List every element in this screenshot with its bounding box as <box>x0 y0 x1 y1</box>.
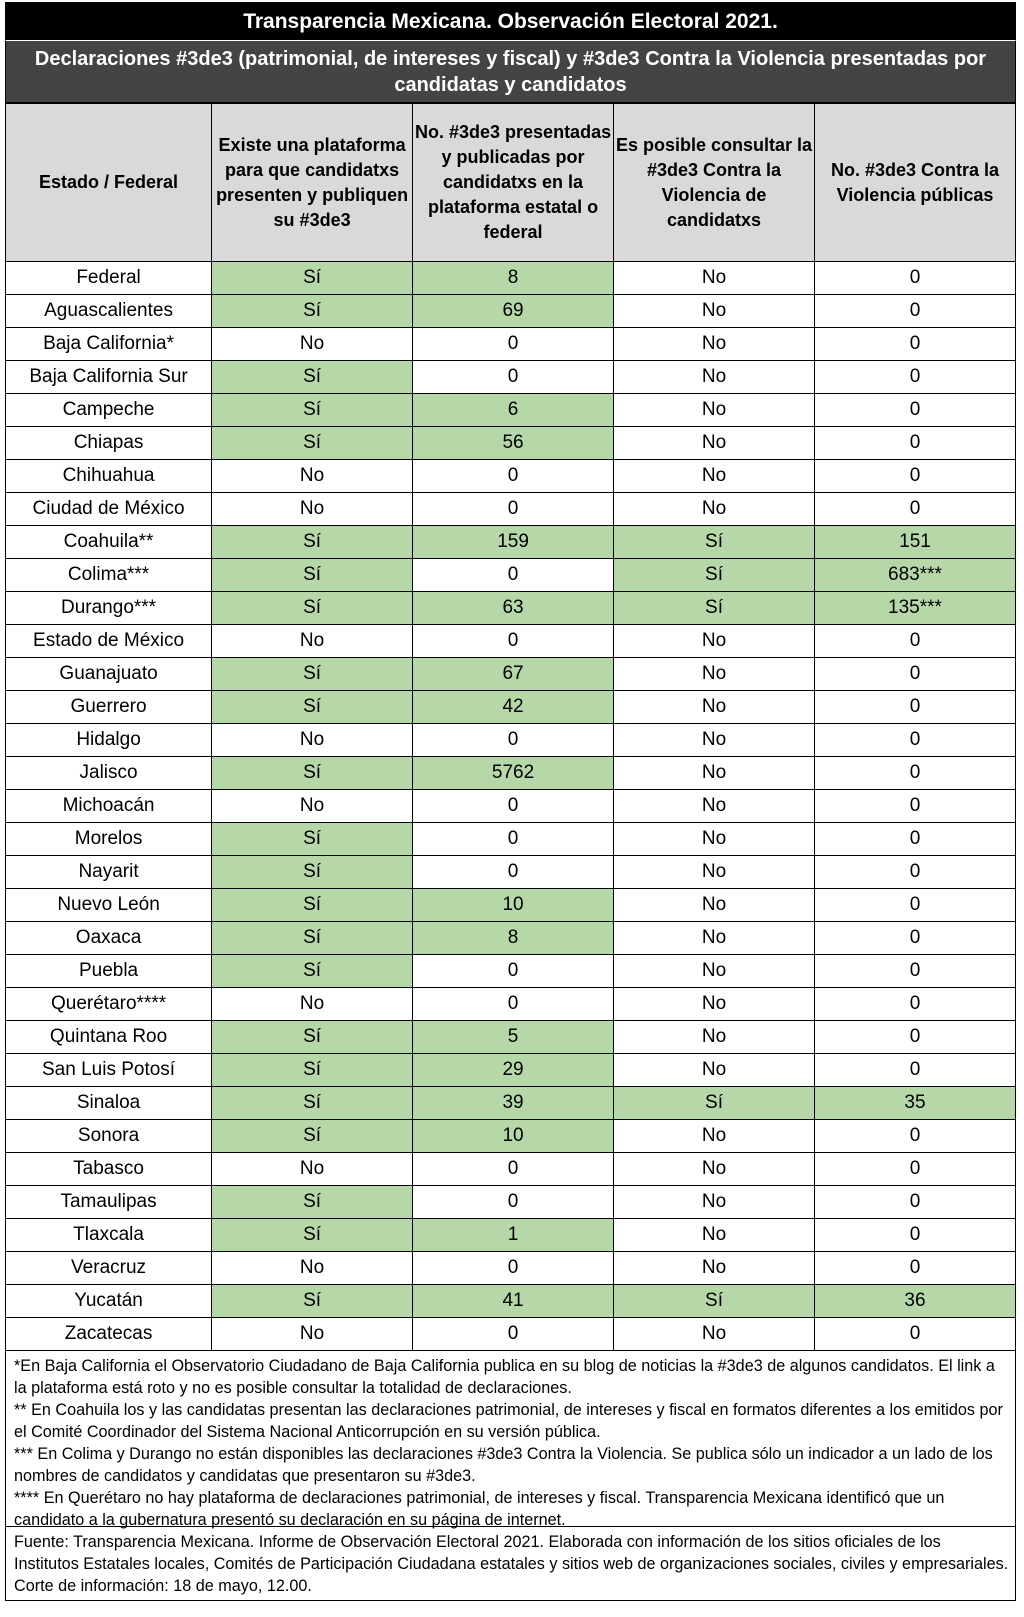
cell-platform: Sí <box>212 1087 413 1120</box>
cell-count: 159 <box>413 526 614 559</box>
table-subtitle: Declaraciones #3de3 (patrimonial, de intereses y fiscal) y #3de3 Contra la Violencia presentadas por candidatas y candidatos <box>5 40 1016 103</box>
cell-violence: 0 <box>815 1120 1016 1153</box>
cell-consult: No <box>614 427 815 460</box>
cell-count: 67 <box>413 658 614 691</box>
cell-state: Hidalgo <box>6 724 212 757</box>
cell-count: 0 <box>413 988 614 1021</box>
table-row <box>6 1285 1016 1318</box>
cell-state: Baja California* <box>6 328 212 361</box>
cell-consult: Sí <box>614 1087 815 1120</box>
cell-violence: 135*** <box>815 592 1016 625</box>
table-row <box>6 1021 1016 1054</box>
cell-consult: Sí <box>614 592 815 625</box>
cell-violence: 0 <box>815 328 1016 361</box>
cell-consult: No <box>614 295 815 328</box>
cell-violence: 0 <box>815 427 1016 460</box>
cell-state: Guanajuato <box>6 658 212 691</box>
cell-consult: No <box>614 1054 815 1087</box>
footnote: *** En Colima y Durango no están disponibles las declaraciones #3de3 Contra la Violencia. Se publica sólo un indicador a un lado de los nombres de candidatos y candidatas que presentaron su #3de3. <box>14 1445 993 1485</box>
cell-state: Tlaxcala <box>6 1219 212 1252</box>
cell-platform: No <box>212 790 413 823</box>
table-row <box>6 757 1016 790</box>
cell-state: Chihuahua <box>6 460 212 493</box>
cell-platform: Sí <box>212 1285 413 1318</box>
cell-consult: Sí <box>614 559 815 592</box>
column-header-consult: Es posible consultar la #3de3 Contra la Violencia de candidatxs <box>614 104 815 262</box>
source-text: Fuente: Transparencia Mexicana. Informe de Observación Electoral 2021. Elaborada con información de los sitios oficiales de los Institutos Estatales locales, Comités de Participación Ciudadana estatales y sitios web de organizaciones sociales, civiles y empresariales. Corte de información: 18 de mayo, 12.00. <box>14 1533 1009 1595</box>
cell-count: 63 <box>413 592 614 625</box>
cell-violence: 0 <box>815 625 1016 658</box>
cell-count: 0 <box>413 1318 614 1351</box>
cell-state: Querétaro**** <box>6 988 212 1021</box>
table-row <box>6 1054 1016 1087</box>
cell-platform: No <box>212 625 413 658</box>
cell-state: Ciudad de México <box>6 493 212 526</box>
footnote: *En Baja California el Observatorio Ciudadano de Baja California publica en su blog de noticias la #3de3 de algunos candidatos. El link a la plataforma está roto y no es posible consultar la totalidad de declaraciones. <box>14 1357 995 1397</box>
cell-state: Sinaloa <box>6 1087 212 1120</box>
cell-violence: 0 <box>815 790 1016 823</box>
cell-platform: No <box>212 460 413 493</box>
table-row <box>6 1252 1016 1285</box>
table-row <box>6 1318 1016 1351</box>
table-row <box>6 328 1016 361</box>
cell-platform: No <box>212 988 413 1021</box>
cell-count: 1 <box>413 1219 614 1252</box>
cell-consult: No <box>614 658 815 691</box>
cell-consult: No <box>614 262 815 295</box>
cell-count: 0 <box>413 625 614 658</box>
cell-consult: No <box>614 493 815 526</box>
cell-count: 5762 <box>413 757 614 790</box>
cell-state: Chiapas <box>6 427 212 460</box>
table-row <box>6 460 1016 493</box>
cell-platform: Sí <box>212 592 413 625</box>
cell-violence: 0 <box>815 460 1016 493</box>
cell-platform: Sí <box>212 658 413 691</box>
cell-count: 0 <box>413 724 614 757</box>
table-row <box>6 1219 1016 1252</box>
table-row <box>6 790 1016 823</box>
table-row <box>6 724 1016 757</box>
cell-platform: Sí <box>212 691 413 724</box>
cell-consult: No <box>614 625 815 658</box>
cell-violence: 0 <box>815 1318 1016 1351</box>
cell-violence: 0 <box>815 988 1016 1021</box>
cell-count: 0 <box>413 856 614 889</box>
footnote: **** En Querétaro no hay plataforma de declaraciones patrimonial, de intereses y fiscal. Transparencia Mexicana identificó que un candidato a la gubernatura presentó su declaración en su página de internet. <box>14 1489 945 1529</box>
cell-violence: 0 <box>815 889 1016 922</box>
cell-violence: 683*** <box>815 559 1016 592</box>
table-row <box>6 295 1016 328</box>
cell-violence: 0 <box>815 1054 1016 1087</box>
cell-violence: 0 <box>815 1219 1016 1252</box>
cell-consult: Sí <box>614 526 815 559</box>
cell-consult: No <box>614 724 815 757</box>
cell-count: 56 <box>413 427 614 460</box>
table-row <box>6 1153 1016 1186</box>
report-table-container <box>5 2 1016 1601</box>
column-header-state: Estado / Federal <box>6 104 212 262</box>
table-row <box>6 658 1016 691</box>
cell-state: Federal <box>6 262 212 295</box>
cell-violence: 0 <box>815 955 1016 988</box>
table-row <box>6 988 1016 1021</box>
cell-platform: Sí <box>212 361 413 394</box>
cell-violence: 0 <box>815 1153 1016 1186</box>
table-row <box>6 1186 1016 1219</box>
cell-count: 10 <box>413 889 614 922</box>
table-row <box>6 262 1016 295</box>
cell-platform: Sí <box>212 427 413 460</box>
table-row <box>6 856 1016 889</box>
cell-count: 29 <box>413 1054 614 1087</box>
cell-violence: 0 <box>815 262 1016 295</box>
footnotes <box>5 1351 1016 1527</box>
cell-platform: Sí <box>212 262 413 295</box>
cell-platform: Sí <box>212 823 413 856</box>
column-header-violence: No. #3de3 Contra la Violencia públicas <box>815 104 1016 262</box>
cell-platform: Sí <box>212 889 413 922</box>
cell-count: 8 <box>413 922 614 955</box>
cell-state: Durango*** <box>6 592 212 625</box>
table-header-row <box>6 104 1016 262</box>
cell-violence: 36 <box>815 1285 1016 1318</box>
cell-count: 8 <box>413 262 614 295</box>
cell-state: Colima*** <box>6 559 212 592</box>
cell-platform: No <box>212 724 413 757</box>
cell-count: 0 <box>413 955 614 988</box>
table-row <box>6 823 1016 856</box>
cell-platform: Sí <box>212 856 413 889</box>
table-row <box>6 493 1016 526</box>
cell-consult: No <box>614 757 815 790</box>
cell-consult: No <box>614 790 815 823</box>
cell-count: 0 <box>413 559 614 592</box>
table-row <box>6 559 1016 592</box>
cell-consult: No <box>614 856 815 889</box>
cell-consult: No <box>614 1120 815 1153</box>
cell-state: Guerrero <box>6 691 212 724</box>
cell-state: Aguascalientes <box>6 295 212 328</box>
table-row <box>6 889 1016 922</box>
cell-count: 10 <box>413 1120 614 1153</box>
table-row <box>6 427 1016 460</box>
cell-count: 0 <box>413 1153 614 1186</box>
cell-consult: Sí <box>614 1285 815 1318</box>
table-row <box>6 955 1016 988</box>
cell-violence: 0 <box>815 922 1016 955</box>
cell-violence: 151 <box>815 526 1016 559</box>
cell-state: Yucatán <box>6 1285 212 1318</box>
cell-state: Coahuila** <box>6 526 212 559</box>
cell-consult: No <box>614 1153 815 1186</box>
table-row <box>6 1087 1016 1120</box>
table-row <box>6 361 1016 394</box>
table-row <box>6 394 1016 427</box>
cell-platform: Sí <box>212 1186 413 1219</box>
cell-platform: Sí <box>212 526 413 559</box>
cell-consult: No <box>614 988 815 1021</box>
cell-platform: Sí <box>212 757 413 790</box>
cell-consult: No <box>614 955 815 988</box>
cell-state: Nayarit <box>6 856 212 889</box>
table-row <box>6 625 1016 658</box>
cell-violence: 0 <box>815 493 1016 526</box>
cell-violence: 0 <box>815 757 1016 790</box>
cell-count: 0 <box>413 460 614 493</box>
table-row <box>6 922 1016 955</box>
cell-platform: No <box>212 493 413 526</box>
cell-consult: No <box>614 691 815 724</box>
cell-violence: 0 <box>815 1252 1016 1285</box>
cell-state: Sonora <box>6 1120 212 1153</box>
cell-consult: No <box>614 1186 815 1219</box>
cell-violence: 0 <box>815 394 1016 427</box>
cell-consult: No <box>614 1252 815 1285</box>
cell-count: 0 <box>413 493 614 526</box>
cell-consult: No <box>614 328 815 361</box>
page-title: Transparencia Mexicana. Observación Electoral 2021. <box>5 2 1016 40</box>
cell-platform: Sí <box>212 559 413 592</box>
cell-count: 42 <box>413 691 614 724</box>
cell-count: 41 <box>413 1285 614 1318</box>
cell-consult: No <box>614 394 815 427</box>
cell-violence: 0 <box>815 658 1016 691</box>
cell-count: 39 <box>413 1087 614 1120</box>
cell-violence: 0 <box>815 1021 1016 1054</box>
cell-consult: No <box>614 1318 815 1351</box>
table-body <box>6 262 1016 1351</box>
cell-state: Morelos <box>6 823 212 856</box>
cell-consult: No <box>614 460 815 493</box>
cell-state: San Luis Potosí <box>6 1054 212 1087</box>
cell-platform: Sí <box>212 1120 413 1153</box>
cell-state: Zacatecas <box>6 1318 212 1351</box>
cell-state: Nuevo León <box>6 889 212 922</box>
cell-violence: 0 <box>815 724 1016 757</box>
cell-platform: Sí <box>212 922 413 955</box>
cell-state: Baja California Sur <box>6 361 212 394</box>
cell-consult: No <box>614 922 815 955</box>
cell-platform: Sí <box>212 1219 413 1252</box>
cell-state: Tabasco <box>6 1153 212 1186</box>
cell-state: Jalisco <box>6 757 212 790</box>
cell-consult: No <box>614 823 815 856</box>
cell-violence: 35 <box>815 1087 1016 1120</box>
table-row <box>6 691 1016 724</box>
cell-platform: Sí <box>212 1054 413 1087</box>
cell-violence: 0 <box>815 1186 1016 1219</box>
cell-violence: 0 <box>815 361 1016 394</box>
cell-count: 0 <box>413 823 614 856</box>
cell-consult: No <box>614 361 815 394</box>
cell-platform: No <box>212 328 413 361</box>
cell-platform: Sí <box>212 394 413 427</box>
cell-platform: No <box>212 1318 413 1351</box>
cell-state: Campeche <box>6 394 212 427</box>
cell-count: 5 <box>413 1021 614 1054</box>
cell-platform: Sí <box>212 955 413 988</box>
cell-platform: Sí <box>212 1021 413 1054</box>
cell-count: 0 <box>413 790 614 823</box>
footnote: ** En Coahuila los y las candidatas presentan las declaraciones patrimonial, de intereses y fiscal en formatos diferentes a los emitidos por el Comité Coordinador del Sistema Nacional Anticorrupción en su versión pública. <box>14 1401 1003 1441</box>
cell-count: 0 <box>413 1186 614 1219</box>
cell-violence: 0 <box>815 823 1016 856</box>
cell-count: 0 <box>413 361 614 394</box>
cell-platform: No <box>212 1153 413 1186</box>
source-note <box>5 1527 1016 1601</box>
cell-state: Oaxaca <box>6 922 212 955</box>
cell-count: 69 <box>413 295 614 328</box>
cell-consult: No <box>614 889 815 922</box>
cell-state: Veracruz <box>6 1252 212 1285</box>
cell-violence: 0 <box>815 856 1016 889</box>
cell-platform: Sí <box>212 295 413 328</box>
column-header-platform: Existe una plataforma para que candidatxs presenten y publiquen su #3de3 <box>212 104 413 262</box>
cell-state: Michoacán <box>6 790 212 823</box>
table-row <box>6 592 1016 625</box>
cell-count: 6 <box>413 394 614 427</box>
cell-consult: No <box>614 1021 815 1054</box>
cell-violence: 0 <box>815 691 1016 724</box>
cell-state: Estado de México <box>6 625 212 658</box>
cell-consult: No <box>614 1219 815 1252</box>
cell-count: 0 <box>413 328 614 361</box>
declarations-table <box>5 103 1016 1351</box>
cell-platform: No <box>212 1252 413 1285</box>
table-row <box>6 1120 1016 1153</box>
cell-count: 0 <box>413 1252 614 1285</box>
cell-state: Puebla <box>6 955 212 988</box>
cell-state: Tamaulipas <box>6 1186 212 1219</box>
cell-violence: 0 <box>815 295 1016 328</box>
table-row <box>6 526 1016 559</box>
column-header-count: No. #3de3 presentadas y publicadas por candidatxs en la plataforma estatal o federal <box>413 104 614 262</box>
cell-state: Quintana Roo <box>6 1021 212 1054</box>
